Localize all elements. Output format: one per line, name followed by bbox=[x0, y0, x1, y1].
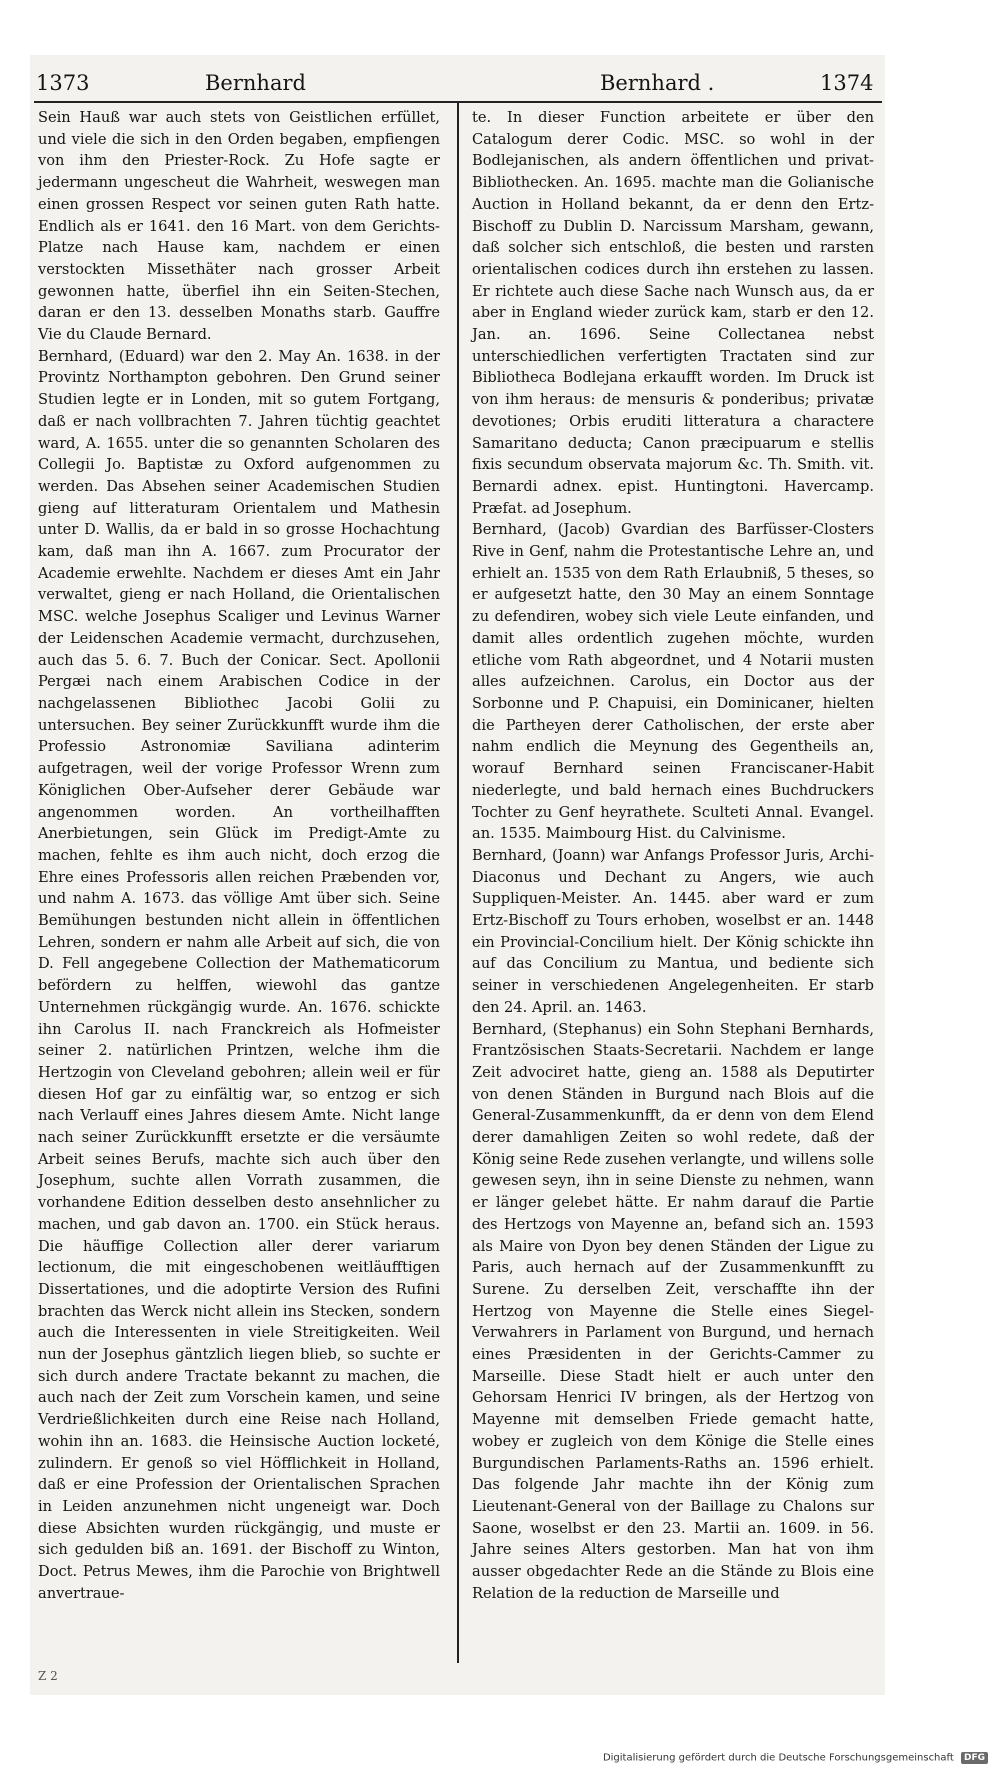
right-paragraph-jacob: Bernhard, (Jacob) Gvardian des Barfüsser-Closters Rive in Genf, nahm die Protestantische Lehre an, und erhielt an. 1535 von dem Rath Erlaubniß, 5 theses, so er aufgesetzt hatte, den 30 May an einem Sonntage zu defendiren, wobey sich viele Leute einfanden, und damit alles ordentlich zugehen möchte, wurden etliche vom Rath abgeordnet, und 4 Notarii musten alles aufzeichnen. Carolus, ein Doctor aus der Sorbonne und P. Chapuisi, ein Dominicaner, hielten die Partheyen derer Catholischen, der erste aber nahm endlich die Meynung des Gegentheils an, worauf Bernhard seinen Franciscaner-Habit niederlegte, und bald hernach eines Buchdruckers Tochter zu Genf heyrathete. Sculteti Annal. Evangel. an. 1535. Maimbourg Hist. du Calvinisme. bbox=[472, 521, 874, 843]
left-paragraph-1: Sein Hauß war auch stets von Geistlichen erfüllet, und viele die sich in den Orden begaben, empfiengen von ihm den Priester-Rock. Zu Hofe sagte er jedermann ungescheut die Wahrheit, weswegen man einen grossen Respect vor seinen guten Rath hatte. Endlich als er 1641. den 16 Mart. von dem Gerichts-Platze nach Hause kam, nachdem er einen verstockten Missethäter nach grosser Arbeit gewonnen hatte, überfiel ihn ein Seiten-Stechen, daran er den 13. desselben Monaths starb. Gauffre Vie du Claude Bernard. bbox=[38, 109, 440, 344]
right-paragraph-stephanus: Bernhard, (Stephanus) ein Sohn Stephani Bernhards, Frantzösischen Staats-Secretarii. Nachdem er lange Zeit advociret hatte, gieng an. 1588 als Deputirter von denen Ständen in Burgund nach Blois auf die General-Zusammenkunfft, da er denn von dem Elend derer damahligen Zeiten so wohl redete, daß der König seine Rede zusehen verlangte, und willens solle gewesen seyn, ihn in seine Dienste zu nehmen, wann er länger gelebet hätte. Er nahm darauf die Partie des Hertzogs von Mayenne an, befand sich an. 1593 als Maire von Dyon bey denen Ständen der Ligue zu Paris, auch hernach auf der Zusammenkunfft zu Surene. Zu derselben Zeit, verschaffte ihn der Hertzog von Mayenne die Stelle eines Siegel-Verwahrers in Parlament von Burgund, und hernach eines Præsidenten in der Gerichts-Cammer zu Marseille. Diese Stadt hielt er auch unter den Gehorsam Henrici IV bringen, als der Hertzog von Mayenne mit demselben Friede gemacht hatte, wobey er zugleich von dem Könige die Stelle eines Burgundischen Parlaments-Raths an. 1596 erhielt. Das folgende Jahr machte ihn der König zum Lieutenant-General von der Baillage zu Chalons sur Saone, woselbst er den 23. Martii an. 1609. in 56. Jahre seines Alters gestorben. Man hat von ihm ausser obgedachter Rede an die Stände zu Blois eine Relation de la reduction de Marseille und bbox=[472, 1020, 874, 1602]
column-divider bbox=[457, 103, 459, 1663]
right-paragraph-continuation: te. In dieser Function arbeitete er über den Catalogum derer Codic. MSC. so wohl in der Bodlejanischen, als andern öffentlichen und privat-Bibliothecken. An. 1695. machte man die Golianische Auction in Holland bekannt, da er denn den Ertz-Bischoff zu Dublin D. Narcissum Marsham, gewann, daß solcher sich entschloß, die besten und rarsten orientalischen codices durch ihn erstehen zu lassen. Er richtete auch diese Sache nach Wunsch aus, da er aber in England wieder zurück kam, starb er den 12. Jan. an. 1696. Seine Collectanea nebst unterschiedlichen verfertigten Tractaten sind zur Bibliotheca Bodlejana erkaufft worden. Im Druck ist von ihm heraus: de mensuris & ponderibus; privatæ devotiones; Orbis eruditi litteratura a charactere Samaritano deducta; Canon præcipuarum e stellis fixis secundum observata majorum &c. Th. Smith. vit. Bernardi adnex. epist. Huntingtoni. Havercamp. Præfat. ad Josephum. bbox=[472, 109, 874, 517]
right-page-number: 1374 bbox=[820, 71, 874, 95]
dfg-logo: DFG bbox=[961, 1752, 988, 1764]
left-page-number: 1373 bbox=[36, 71, 90, 95]
right-paragraph-joann: Bernhard, (Joann) war Anfangs Professor Juris, Archi-Diaconus und Dechant zu Angers, wie auch Suppliquen-Meister. An. 1445. aber ward er zum Ertz-Bischoff zu Tours erhoben, woselbst er an. 1448 ein Provincial-Concilium hielt. Der König schickte ihn auf das Concilium zu Mantua, und bediente sich seiner in verschiedenen Angelegenheiten. Er starb den 24. April. an. 1463. bbox=[472, 846, 874, 1016]
digitization-footer bbox=[0, 1752, 1000, 1774]
page-header bbox=[30, 63, 885, 103]
footer-credit-text: Digitalisierung gefördert durch die Deutsche Forschungsgemeinschaft bbox=[602, 1752, 954, 1764]
right-running-title: Bernhard . bbox=[600, 71, 715, 95]
left-running-title: Bernhard bbox=[205, 71, 306, 95]
left-paragraph-eduard: Bernhard, (Eduard) war den 2. May An. 1638. in der Provintz Northampton gebohren. Den Grund seiner Studien legte er in Londen, mit so gutem Fortgang, daß er nach vollbrachten 7. Jahren tüchtig geachtet ward, A. 1655. unter die so genannten Scholaren des Collegii Jo. Baptistæ zu Oxford aufgenommen zu werden. Das Absehen seiner Academischen Studien gieng auf litteraturam Orientalem und Mathesin unter D. Wallis, da er bald in so grosse Hochachtung kam, daß man ihn A. 1667. zum Procurator der Academie erwehlte. Nachdem er dieses Amt ein Jahr verwaltet, gieng er nach Holland, die Orientalischen MSC. welche Josephus Scaliger und Levinus Warner der Leidenschen Academie vermacht, durchzusehen, auch das 5. 6. 7. Buch der Conicar. Sect. Apollonii Pergæi nach einem Arabischen Codice in der nachgelassenen Bibliothec Jacobi Golii zu untersuchen. Bey seiner Zurückkunfft wurde ihm die Professio Astronomiæ Saviliana adinterim aufgetragen, weil der vorige Professor Wrenn zum Königlichen Ober-Aufseher derer Gebäude war angenommen worden. An vortheilhafften Anerbietungen, sein Glück im Predigt-Amte zu machen, fehlte es ihm auch nicht, doch erzog die Ehre eines Professoris allen reichen Præbenden vor, und nahm A. 1673. das völlige Amt über sich. Seine Bemühungen bestunden nicht allein in öffentlichen Lehren, sondern er nahm alle Arbeit auf sich, die von D. Fell angegebene Collection der Mathematicorum befördern zu helffen, wiewohl das gantze Unternehmen rückgängig wurde. An. 1676. schickte ihn Carolus II. nach Franckreich als Hofmeister seiner 2. natürlichen Printzen, welche ihm die Hertzogin von Cleveland gebohren; allein weil er für diesen Hof gar zu einfältig war, so entzog er sich nach Verlauff eines Jahres diesem Amte. Nicht lange nach seiner Zurückkunfft ersetzte er die versäumte Arbeit seines Berufs, machte sich auch über den Josephum, suchte allen Vorrath zusammen, die vorhandene Edition desselben desto ansehnlicher zu machen, und gab davon an. 1700. ein Stück heraus. Die häuffige Collection aller derer variarum lectionum, die mit eingeschobenen weitläufftigen Dissertationes, und die adoptirte Version des Rufini brachten das Werck nicht allein ins Stecken, sondern auch die Interessenten in viele Streitigkeiten. Weil nun der Josephus gäntzlich liegen blieb, so suchte er sich durch andere Tractate bekannt zu machen, die auch nach der Zeit zum Vorschein kamen, und seine Verdrießlichkeiten durch eine Reise nach Holland, wohin ihn an. 1683. die Heinsische Auction locketé, zulindern. Er genoß so viel Höfflichkeit in Holland, daß er eine Profession der Orientalischen Sprachen in Leiden anzunehmen nicht ungeneigt war. Doch diese Absichten wurden rückgängig, und muste er sich gedulden biß an. 1691. der Bischoff zu Winton, Doct. Petrus Mewes, ihm die Parochie von Brightwell anvertraue- bbox=[38, 347, 440, 1602]
scanned-page bbox=[30, 55, 885, 1695]
signature-mark: Z 2 bbox=[38, 1669, 58, 1683]
right-column bbox=[472, 107, 874, 1605]
left-column bbox=[38, 107, 440, 1605]
